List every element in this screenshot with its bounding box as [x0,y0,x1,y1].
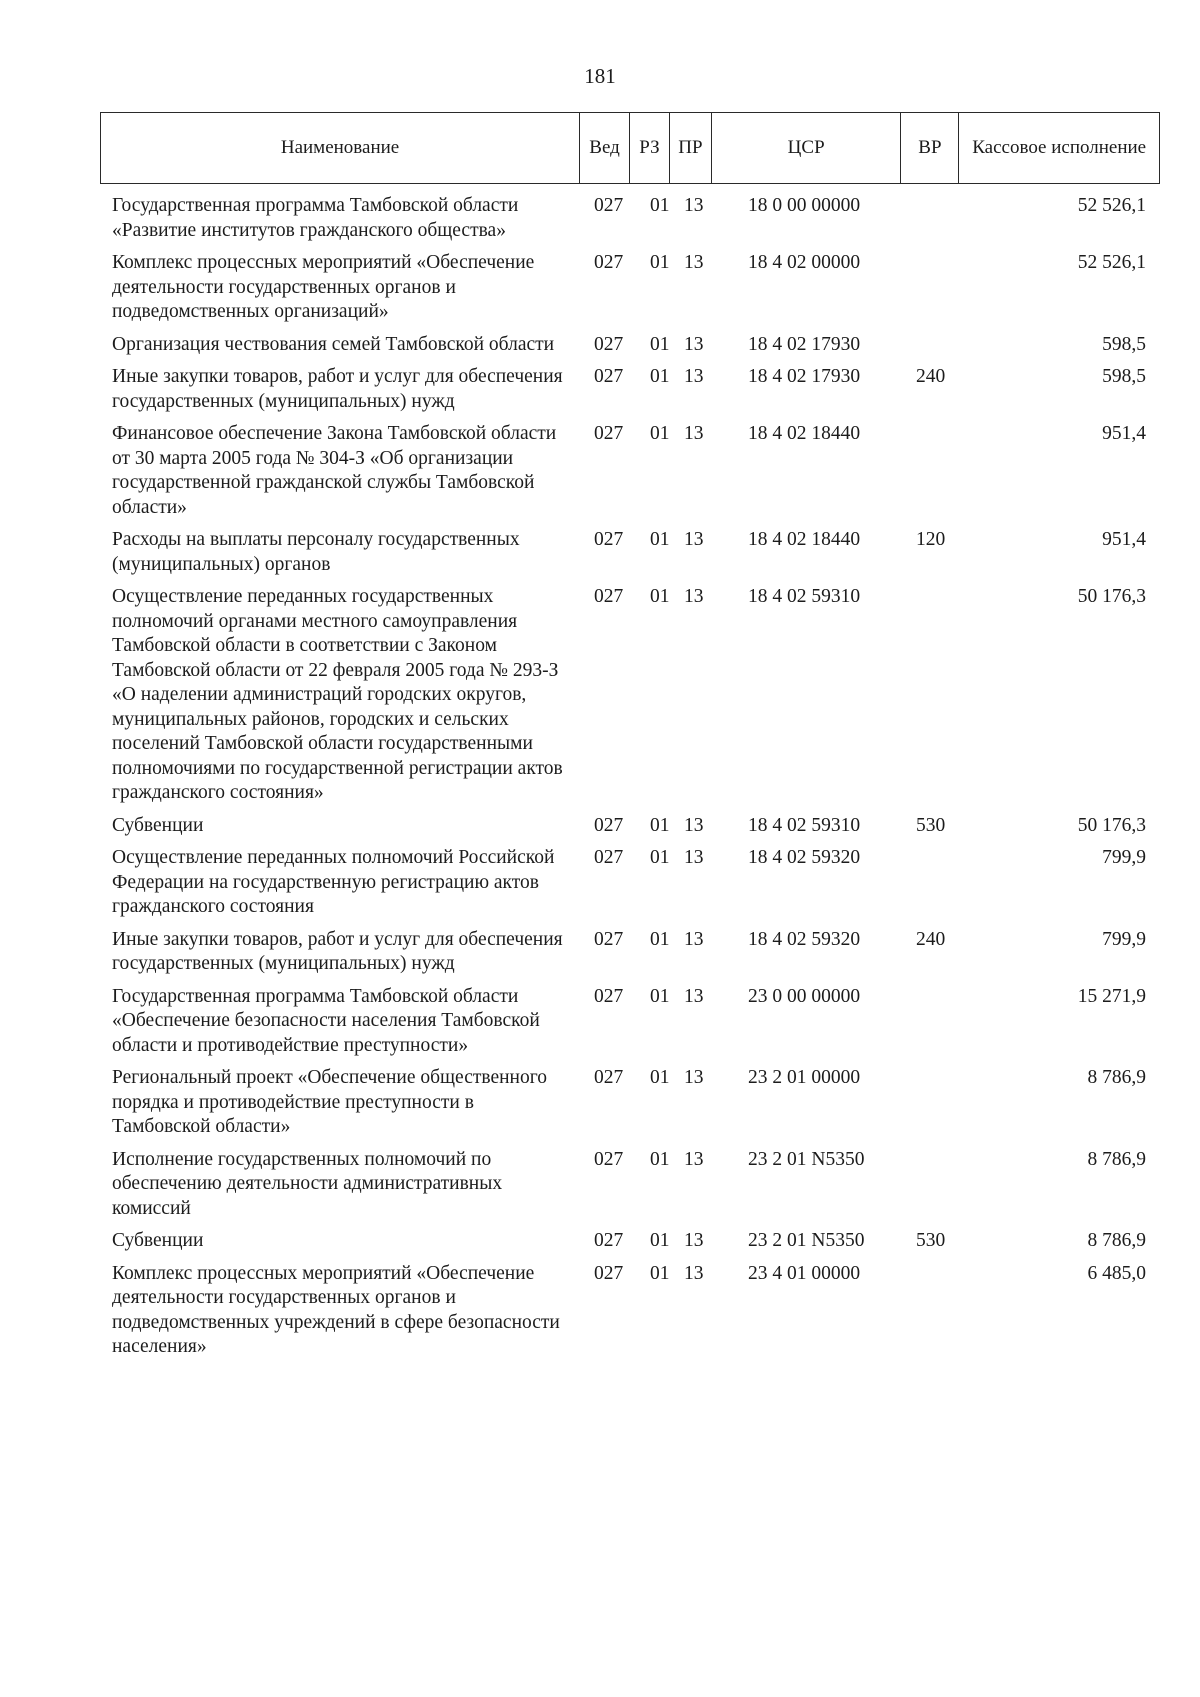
cell-name: Субвенции [112,814,204,836]
cell-sum: 15 271,9 [1077,985,1146,1007]
cell-ved: 027 [594,814,624,836]
cell-pr: 13 [684,1230,704,1251]
cell-csr: 23 2 01 00000 [748,1067,861,1088]
cell-name: Расходы на выплаты персоналу государственных (муниципальных) органов [112,529,520,575]
cell-ved: 027 [594,195,624,216]
cell-vr [902,1262,960,1360]
cell-vr: 240 [916,366,946,387]
cell-pr: 13 [684,928,704,950]
cell-ved: 027 [594,1067,624,1088]
table-row [100,365,1160,414]
cell-csr: 18 4 02 18440 [748,529,861,550]
table-row [100,422,1160,520]
table-row [100,1262,1160,1360]
cell-name: Комплекс процессных мероприятий «Обеспечение деятельности государственных органов и подведомственных организаций» [112,252,535,322]
cell-pr: 13 [684,985,704,1007]
cell-pr: 13 [684,847,704,868]
cell-name: Субвенции [112,1230,204,1251]
cell-csr: 18 4 02 00000 [748,252,861,273]
table-row [100,333,1160,358]
table-row [100,814,1160,839]
cell-rz: 01 [650,529,670,550]
cell-vr: 530 [916,1230,946,1251]
cell-name: Иные закупки товаров, работ и услуг для обеспечения государственных (муниципальных) нужд [112,928,563,974]
cell-ved: 027 [594,985,624,1007]
cell-ved: 027 [594,252,624,273]
cell-sum: 50 176,3 [1077,586,1146,607]
cell-ved: 027 [594,1148,624,1170]
cell-pr: 13 [684,529,704,550]
cell-rz: 01 [650,1230,670,1251]
cell-ved: 027 [594,847,624,868]
cell-rz: 01 [650,1262,670,1284]
cell-pr: 13 [684,1262,704,1284]
cell-name: Организация чествования семей Тамбовской области [112,333,555,355]
cell-vr: 240 [916,928,946,950]
cell-pr: 13 [684,195,704,216]
table-row [100,985,1160,1059]
cell-csr: 23 4 01 00000 [748,1262,861,1284]
header-pr: ПР [670,113,712,183]
cell-rz: 01 [650,252,670,273]
cell-csr: 18 4 02 59310 [748,814,861,836]
cell-rz: 01 [650,1067,670,1088]
cell-pr: 13 [684,333,704,355]
cell-vr: 530 [916,814,946,836]
cell-pr: 13 [684,366,704,387]
cell-vr [902,1148,960,1222]
header-csr: ЦСР [712,113,902,183]
cell-name: Осуществление переданных государственных полномочий органами местного самоуправления Тамбовской области в соответствии с Законом Тамбовской области от 22 февраля 2005 года № 293-З «О наделении администраций городских округов, муниципальных районов, городских и сельских поселений Тамбовской области государственными полномочиями по государственной регистрации актов гражданского состояния» [112,586,563,803]
table-row [100,194,1160,243]
cell-rz: 01 [650,985,670,1007]
cell-sum: 52 526,1 [1077,195,1146,216]
cell-name: Финансовое обеспечение Закона Тамбовской области от 30 марта 2005 года № 304-З «Об организации государственной гражданской службы Тамбовской области» [112,423,557,518]
table-row [100,1229,1160,1254]
cell-sum: 52 526,1 [1077,252,1146,273]
header-name: Наименование [101,113,580,183]
cell-sum: 951,4 [1102,529,1146,550]
cell-sum: 799,9 [1102,928,1146,950]
cell-csr: 23 2 01 N5350 [748,1148,865,1170]
cell-vr [902,422,960,520]
table-header [100,112,1160,184]
cell-csr: 18 4 02 17930 [748,366,861,387]
cell-ved: 027 [594,1262,624,1284]
cell-rz: 01 [650,195,670,216]
table-row [100,846,1160,920]
cell-vr [902,194,960,243]
cell-csr: 18 4 02 18440 [748,423,861,444]
table-row [100,585,1160,806]
cell-vr: 120 [916,529,946,550]
table-row [100,1066,1160,1140]
budget-table [100,112,1160,1368]
cell-pr: 13 [684,1148,704,1170]
cell-sum: 8 786,9 [1087,1067,1146,1088]
cell-csr: 18 4 02 59320 [748,847,861,868]
page-number: 181 [584,64,616,88]
cell-sum: 598,5 [1102,333,1146,355]
cell-pr: 13 [684,814,704,836]
cell-ved: 027 [594,529,624,550]
cell-csr: 18 4 02 59310 [748,586,861,607]
cell-rz: 01 [650,847,670,868]
cell-ved: 027 [594,586,624,607]
cell-pr: 13 [684,1067,704,1088]
cell-rz: 01 [650,366,670,387]
cell-csr: 23 2 01 N5350 [748,1230,865,1251]
cell-vr [902,333,960,358]
cell-ved: 027 [594,1230,624,1251]
cell-name: Исполнение государственных полномочий по обеспечению деятельности административных комиссий [112,1148,503,1219]
cell-ved: 027 [594,333,624,355]
cell-name: Государственная программа Тамбовской области «Развитие институтов гражданского общества» [112,195,519,241]
header-vr: ВР [901,113,959,183]
cell-rz: 01 [650,333,670,355]
cell-vr [902,846,960,920]
cell-sum: 6 485,0 [1087,1262,1146,1284]
cell-name: Государственная программа Тамбовской области «Обеспечение безопасности населения Тамбовской области и противодействие преступности» [112,985,540,1056]
cell-rz: 01 [650,1148,670,1170]
cell-ved: 027 [594,928,624,950]
cell-csr: 18 4 02 17930 [748,333,861,355]
cell-sum: 50 176,3 [1077,814,1146,836]
cell-vr [902,251,960,325]
cell-rz: 01 [650,423,670,444]
cell-sum: 598,5 [1102,366,1146,387]
cell-rz: 01 [650,586,670,607]
cell-ved: 027 [594,423,624,444]
cell-name: Комплекс процессных мероприятий «Обеспечение деятельности государственных органов и подведомственных учреждений в сфере безопасности населения» [112,1262,560,1357]
cell-pr: 13 [684,252,704,273]
cell-ved: 027 [594,366,624,387]
cell-rz: 01 [650,814,670,836]
header-ved: Вед [580,113,630,183]
cell-name: Региональный проект «Обеспечение общественного порядка и противодействие преступности в Тамбовской области» [112,1067,547,1137]
header-sum: Кассовое исполнение [972,137,1147,158]
cell-name: Осуществление переданных полномочий Российской Федерации на государственную регистрацию актов гражданского состояния [112,847,555,917]
cell-vr [902,1066,960,1140]
table-row [100,251,1160,325]
cell-sum: 8 786,9 [1087,1148,1146,1170]
table-row [100,928,1160,977]
header-rz: РЗ [630,113,670,183]
cell-csr: 18 4 02 59320 [748,928,861,950]
cell-csr: 23 0 00 00000 [748,985,861,1007]
cell-csr: 18 0 00 00000 [748,195,861,216]
cell-pr: 13 [684,423,704,444]
cell-vr [902,985,960,1059]
cell-sum: 8 786,9 [1087,1230,1146,1251]
cell-pr: 13 [684,586,704,607]
cell-vr [902,585,960,806]
table-row [100,1148,1160,1222]
cell-sum: 799,9 [1102,847,1146,868]
table-row [100,528,1160,577]
cell-sum: 951,4 [1102,423,1146,444]
table-body [100,184,1160,1360]
cell-rz: 01 [650,928,670,950]
cell-name: Иные закупки товаров, работ и услуг для обеспечения государственных (муниципальных) нужд [112,366,563,412]
